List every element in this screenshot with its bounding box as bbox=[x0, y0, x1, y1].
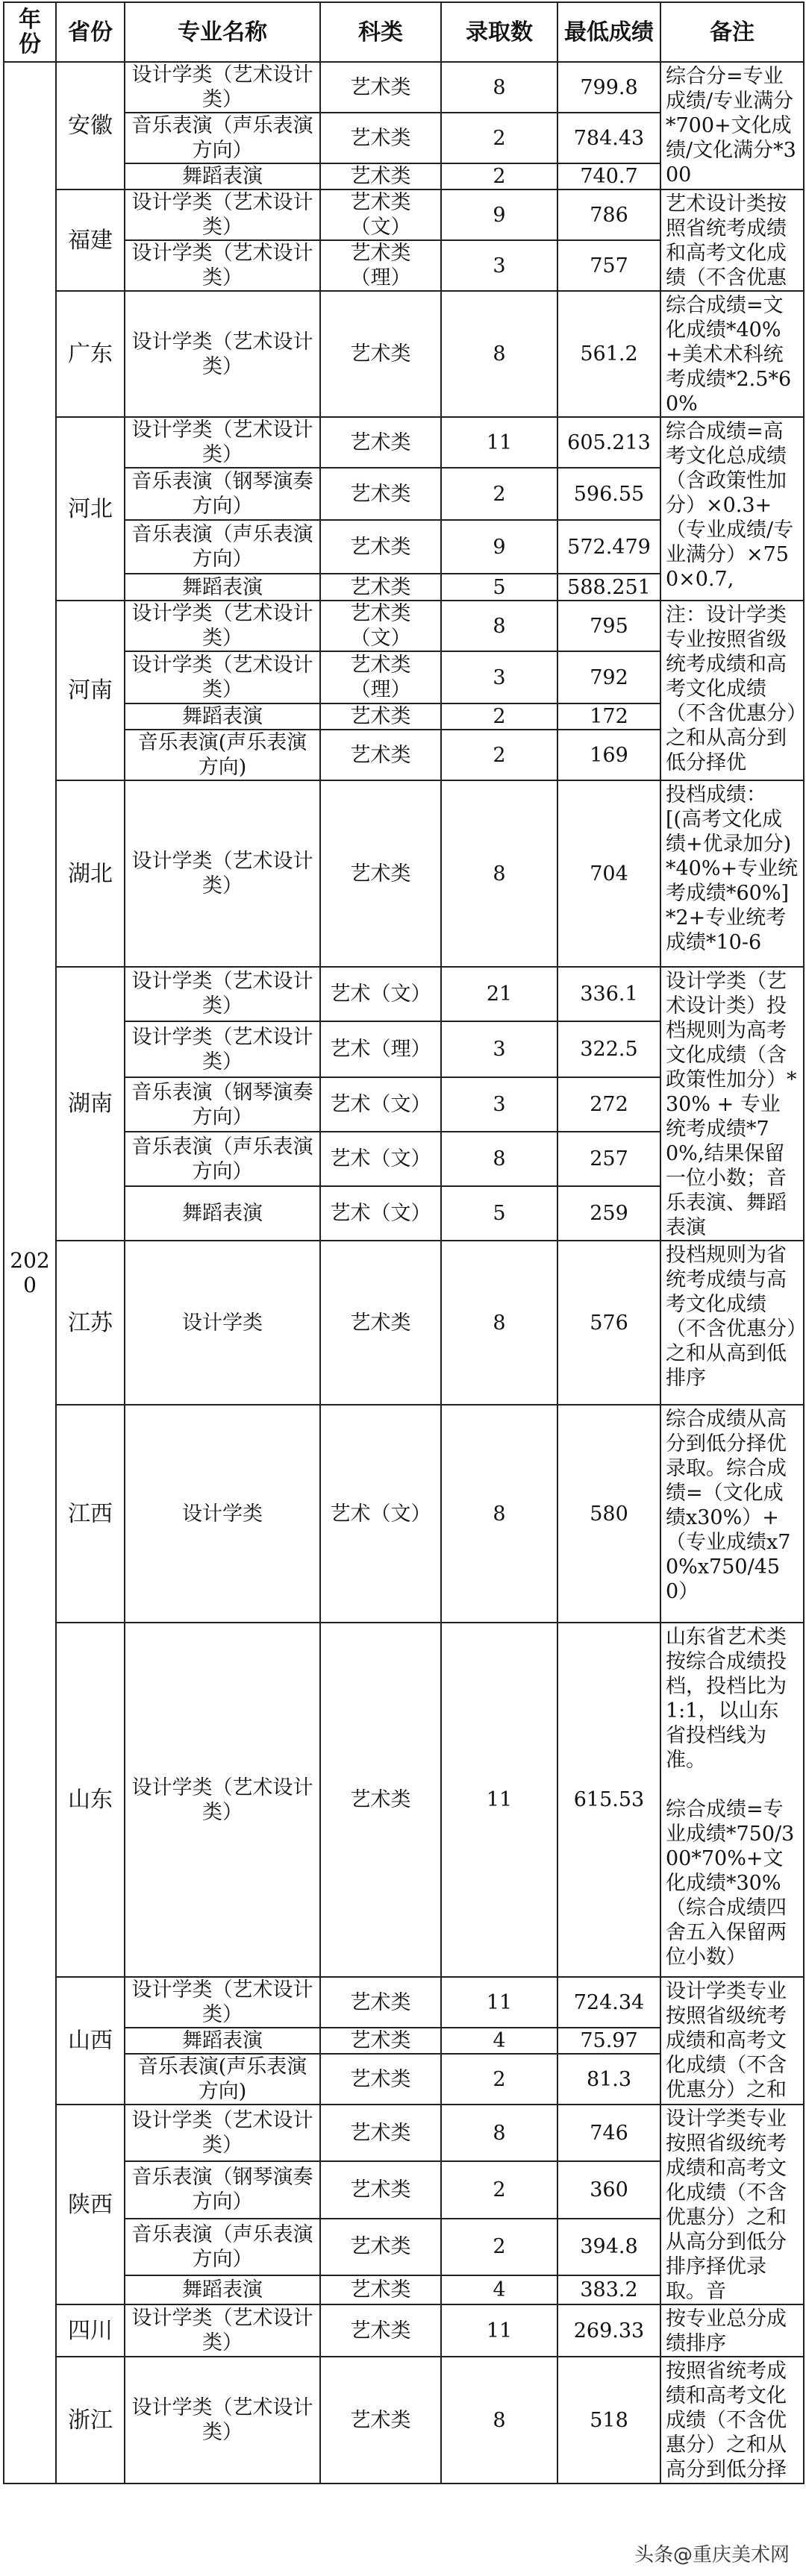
major-cell: 设计学类 bbox=[125, 1405, 320, 1623]
header-notes: 备注 bbox=[660, 2, 804, 62]
major-cell: 音乐表演(声乐表演方向) bbox=[125, 2054, 320, 2105]
major-cell: 舞蹈表演 bbox=[125, 2275, 320, 2304]
min-score-cell: 596.55 bbox=[557, 468, 660, 520]
table-row bbox=[4, 417, 804, 468]
notes-cell: 艺术设计类按照省统考成绩和高考文化成绩（不含优惠 bbox=[660, 189, 804, 291]
major-cell: 音乐表演（钢琴演奏方向） bbox=[125, 2161, 320, 2218]
admitted-count-cell: 3 bbox=[441, 651, 557, 703]
admitted-count-cell: 3 bbox=[441, 1021, 557, 1077]
table-row bbox=[4, 62, 804, 113]
province-cell: 四川 bbox=[56, 2304, 125, 2357]
min-score-cell: 360 bbox=[557, 2161, 660, 2218]
min-score-cell: 576 bbox=[557, 1241, 660, 1405]
category-cell: 艺术（文） bbox=[320, 1077, 441, 1132]
admitted-count-cell: 2 bbox=[441, 468, 557, 520]
major-cell: 音乐表演(声乐表演方向) bbox=[125, 730, 320, 780]
admitted-count-cell: 8 bbox=[441, 291, 557, 417]
major-cell: 音乐表演（钢琴演奏方向） bbox=[125, 468, 320, 520]
major-cell: 音乐表演（声乐表演方向） bbox=[125, 113, 320, 163]
major-cell: 设计学类（艺术设计类） bbox=[125, 967, 320, 1021]
admitted-count-cell: 11 bbox=[441, 417, 557, 468]
category-cell: 艺术类 bbox=[320, 163, 441, 189]
major-cell: 设计学类（艺术设计类） bbox=[125, 1977, 320, 2028]
major-cell: 设计学类（艺术设计类） bbox=[125, 780, 320, 967]
min-score-cell: 792 bbox=[557, 651, 660, 703]
table-row bbox=[4, 2105, 804, 2161]
major-cell: 舞蹈表演 bbox=[125, 574, 320, 601]
province-cell: 山西 bbox=[56, 1977, 125, 2105]
year-cell: 2020 bbox=[4, 62, 56, 2483]
min-score-cell: 394.8 bbox=[557, 2219, 660, 2275]
min-score-cell: 795 bbox=[557, 601, 660, 651]
province-cell: 江西 bbox=[56, 1405, 125, 1623]
notes-cell: 综合成绩=高考文化总成绩（含政策性加分）×0.3+（专业成绩/专业满分）×750×0.7, bbox=[660, 417, 804, 601]
admitted-count-cell: 2 bbox=[441, 2161, 557, 2218]
table-header-row bbox=[4, 2, 804, 62]
province-cell: 浙江 bbox=[56, 2357, 125, 2483]
min-score-cell: 322.5 bbox=[557, 1021, 660, 1077]
category-cell: 艺术类 bbox=[320, 1241, 441, 1405]
admitted-count-cell: 4 bbox=[441, 2275, 557, 2304]
admitted-count-cell: 2 bbox=[441, 113, 557, 163]
major-cell: 舞蹈表演 bbox=[125, 2028, 320, 2054]
province-cell: 湖南 bbox=[56, 967, 125, 1241]
min-score-cell: 169 bbox=[557, 730, 660, 780]
min-score-cell: 561.2 bbox=[557, 291, 660, 417]
admission-table-container bbox=[3, 1, 803, 2484]
min-score-cell: 746 bbox=[557, 2105, 660, 2161]
category-cell: 艺术类 bbox=[320, 703, 441, 730]
category-cell: 艺术类 bbox=[320, 2161, 441, 2218]
min-score-cell: 786 bbox=[557, 189, 660, 240]
min-score-cell: 580 bbox=[557, 1405, 660, 1623]
min-score-cell: 259 bbox=[557, 1186, 660, 1241]
header-major: 专业名称 bbox=[125, 2, 320, 62]
category-cell: 艺术（文） bbox=[320, 1405, 441, 1623]
category-cell: 艺术类 bbox=[320, 730, 441, 780]
major-cell: 音乐表演（声乐表演方向） bbox=[125, 520, 320, 574]
table-row bbox=[4, 2304, 804, 2357]
table-row bbox=[4, 2357, 804, 2483]
category-cell: 艺术类 bbox=[320, 780, 441, 967]
province-cell: 广东 bbox=[56, 291, 125, 417]
admitted-count-cell: 8 bbox=[441, 1405, 557, 1623]
admitted-count-cell: 2 bbox=[441, 703, 557, 730]
admitted-count-cell: 11 bbox=[441, 1977, 557, 2028]
notes-cell: 设计学类专业按照省级统考成绩和高考文化成绩（不含优惠分）之和 bbox=[660, 1977, 804, 2105]
province-cell: 江苏 bbox=[56, 1241, 125, 1405]
min-score-cell: 75.97 bbox=[557, 2028, 660, 2054]
admitted-count-cell: 8 bbox=[441, 2357, 557, 2483]
category-cell: 艺术类（文） bbox=[320, 601, 441, 651]
table-body bbox=[4, 62, 804, 2483]
table-row bbox=[4, 1977, 804, 2028]
header-min-score: 最低成绩 bbox=[557, 2, 660, 62]
table-row bbox=[4, 601, 804, 651]
category-cell: 艺术（理） bbox=[320, 1021, 441, 1077]
table-row bbox=[4, 1405, 804, 1623]
category-cell: 艺术（文） bbox=[320, 1132, 441, 1186]
table-row bbox=[4, 1623, 804, 1977]
category-cell: 艺术类 bbox=[320, 1623, 441, 1977]
major-cell: 设计学类（艺术设计类） bbox=[125, 2357, 320, 2483]
major-cell: 音乐表演（声乐表演方向） bbox=[125, 2219, 320, 2275]
major-cell: 设计学类（艺术设计类） bbox=[125, 1021, 320, 1077]
category-cell: 艺术类 bbox=[320, 574, 441, 601]
admitted-count-cell: 2 bbox=[441, 730, 557, 780]
admitted-count-cell: 2 bbox=[441, 163, 557, 189]
category-cell: 艺术（文） bbox=[320, 967, 441, 1021]
min-score-cell: 784.43 bbox=[557, 113, 660, 163]
min-score-cell: 605.213 bbox=[557, 417, 660, 468]
admitted-count-cell: 11 bbox=[441, 1623, 557, 1977]
notes-cell: 按专业总分成绩排序 bbox=[660, 2304, 804, 2357]
min-score-cell: 383.2 bbox=[557, 2275, 660, 2304]
admitted-count-cell: 4 bbox=[441, 2028, 557, 2054]
category-cell: 艺术类 bbox=[320, 2105, 441, 2161]
major-cell: 设计学类（艺术设计类） bbox=[125, 651, 320, 703]
major-cell: 舞蹈表演 bbox=[125, 703, 320, 730]
major-cell: 设计学类（艺术设计类） bbox=[125, 2304, 320, 2357]
notes-cell: 综合成绩=文化成绩*40%+美术术科统考成绩*2.5*60% bbox=[660, 291, 804, 417]
admitted-count-cell: 3 bbox=[441, 1077, 557, 1132]
category-cell: 艺术类 bbox=[320, 2304, 441, 2357]
category-cell: 艺术类 bbox=[320, 468, 441, 520]
min-score-cell: 272 bbox=[557, 1077, 660, 1132]
province-cell: 陕西 bbox=[56, 2105, 125, 2304]
min-score-cell: 724.34 bbox=[557, 1977, 660, 2028]
min-score-cell: 518 bbox=[557, 2357, 660, 2483]
admitted-count-cell: 8 bbox=[441, 1241, 557, 1405]
category-cell: 艺术（文） bbox=[320, 1186, 441, 1241]
major-cell: 设计学类 bbox=[125, 1241, 320, 1405]
major-cell: 舞蹈表演 bbox=[125, 1186, 320, 1241]
table-row bbox=[4, 967, 804, 1021]
notes-cell: 设计学类（艺术设计类）投档规则为高考文化成绩（含政策性加分）*30% + 专业统考成绩*70%,结果保留一位小数；音乐表演、舞蹈表演 bbox=[660, 967, 804, 1241]
min-score-cell: 257 bbox=[557, 1132, 660, 1186]
admitted-count-cell: 8 bbox=[441, 1132, 557, 1186]
admitted-count-cell: 8 bbox=[441, 601, 557, 651]
notes-cell: 设计学类专业按照省级统考成绩和高考文化成绩（不含优惠分）之和从高分到低分排序择优录取。音 bbox=[660, 2105, 804, 2304]
major-cell: 设计学类（艺术设计类） bbox=[125, 189, 320, 240]
category-cell: 艺术类 bbox=[320, 2275, 441, 2304]
table-row bbox=[4, 189, 804, 240]
notes-cell: 山东省艺术类按综合成绩投档，投档比为1:1，以山东省投档线为准。 综合成绩=专业成绩*750/300*70%+文化成绩*30%（综合成绩四舍五入保留两位小数） bbox=[660, 1623, 804, 1977]
category-cell: 艺术类 bbox=[320, 2054, 441, 2105]
notes-cell: 注：设计学类专业按照省级统考成绩和高考文化成绩（不含优惠分）之和从高分到低分择优 bbox=[660, 601, 804, 780]
major-cell: 设计学类（艺术设计类） bbox=[125, 2105, 320, 2161]
admitted-count-cell: 9 bbox=[441, 520, 557, 574]
major-cell: 音乐表演（钢琴演奏方向） bbox=[125, 1077, 320, 1132]
major-cell: 设计学类（艺术设计类） bbox=[125, 601, 320, 651]
min-score-cell: 572.479 bbox=[557, 520, 660, 574]
category-cell: 艺术类 bbox=[320, 1977, 441, 2028]
notes-cell: 综合分=专业成绩/专业满分*700+文化成绩/文化满分*300 bbox=[660, 62, 804, 189]
admitted-count-cell: 8 bbox=[441, 2105, 557, 2161]
notes-cell: 投档规则为省统考成绩与高考文化成绩（不含优惠分）之和从高到低排序 bbox=[660, 1241, 804, 1405]
category-cell: 艺术类 bbox=[320, 417, 441, 468]
header-year: 年份 bbox=[4, 2, 56, 62]
province-cell: 山东 bbox=[56, 1623, 125, 1977]
province-cell: 福建 bbox=[56, 189, 125, 291]
admitted-count-cell: 8 bbox=[441, 62, 557, 113]
header-category: 科类 bbox=[320, 2, 441, 62]
major-cell: 舞蹈表演 bbox=[125, 163, 320, 189]
province-cell: 湖北 bbox=[56, 780, 125, 967]
category-cell: 艺术类 bbox=[320, 62, 441, 113]
category-cell: 艺术类 bbox=[320, 2357, 441, 2483]
min-score-cell: 799.8 bbox=[557, 62, 660, 113]
major-cell: 音乐表演（声乐表演方向） bbox=[125, 1132, 320, 1186]
table-row bbox=[4, 780, 804, 967]
province-cell: 安徽 bbox=[56, 62, 125, 189]
min-score-cell: 757 bbox=[557, 240, 660, 291]
notes-cell: 综合成绩从高分到低分择优录取。综合成绩=（文化成绩x30%）+（专业成绩x70%x750/450） bbox=[660, 1405, 804, 1623]
table-row bbox=[4, 291, 804, 417]
min-score-cell: 704 bbox=[557, 780, 660, 967]
table-row bbox=[4, 1241, 804, 1405]
admitted-count-cell: 8 bbox=[441, 780, 557, 967]
province-cell: 河南 bbox=[56, 601, 125, 780]
min-score-cell: 336.1 bbox=[557, 967, 660, 1021]
watermark: 头条@重庆美术网 bbox=[628, 2538, 796, 2569]
major-cell: 设计学类（艺术设计类） bbox=[125, 291, 320, 417]
admitted-count-cell: 3 bbox=[441, 240, 557, 291]
category-cell: 艺术类 bbox=[320, 2219, 441, 2275]
admitted-count-cell: 11 bbox=[441, 2304, 557, 2357]
admitted-count-cell: 21 bbox=[441, 967, 557, 1021]
min-score-cell: 269.33 bbox=[557, 2304, 660, 2357]
min-score-cell: 615.53 bbox=[557, 1623, 660, 1977]
admitted-count-cell: 2 bbox=[441, 2054, 557, 2105]
category-cell: 艺术类 bbox=[320, 291, 441, 417]
admission-score-table bbox=[3, 1, 805, 2484]
major-cell: 设计学类（艺术设计类） bbox=[125, 240, 320, 291]
min-score-cell: 740.7 bbox=[557, 163, 660, 189]
major-cell: 设计学类（艺术设计类） bbox=[125, 1623, 320, 1977]
admitted-count-cell: 9 bbox=[441, 189, 557, 240]
header-admitted-count: 录取数 bbox=[441, 2, 557, 62]
admitted-count-cell: 5 bbox=[441, 1186, 557, 1241]
category-cell: 艺术类（理） bbox=[320, 651, 441, 703]
category-cell: 艺术类（理） bbox=[320, 240, 441, 291]
category-cell: 艺术类 bbox=[320, 113, 441, 163]
min-score-cell: 172 bbox=[557, 703, 660, 730]
notes-cell: 投档成绩：[(高考文化成绩+优录加分)*40%+专业统考成绩*60%]*2+专业统考成绩*10-6 bbox=[660, 780, 804, 967]
admitted-count-cell: 5 bbox=[441, 574, 557, 601]
major-cell: 设计学类（艺术设计类） bbox=[125, 417, 320, 468]
notes-cell: 按照省统考成绩和高考文化成绩（不含优惠分）之和从高分到低分择 bbox=[660, 2357, 804, 2483]
min-score-cell: 588.251 bbox=[557, 574, 660, 601]
header-province: 省份 bbox=[56, 2, 125, 62]
category-cell: 艺术类（文） bbox=[320, 189, 441, 240]
major-cell: 设计学类（艺术设计类） bbox=[125, 62, 320, 113]
category-cell: 艺术类 bbox=[320, 2028, 441, 2054]
min-score-cell: 81.3 bbox=[557, 2054, 660, 2105]
province-cell: 河北 bbox=[56, 417, 125, 601]
admitted-count-cell: 2 bbox=[441, 2219, 557, 2275]
category-cell: 艺术类 bbox=[320, 520, 441, 574]
